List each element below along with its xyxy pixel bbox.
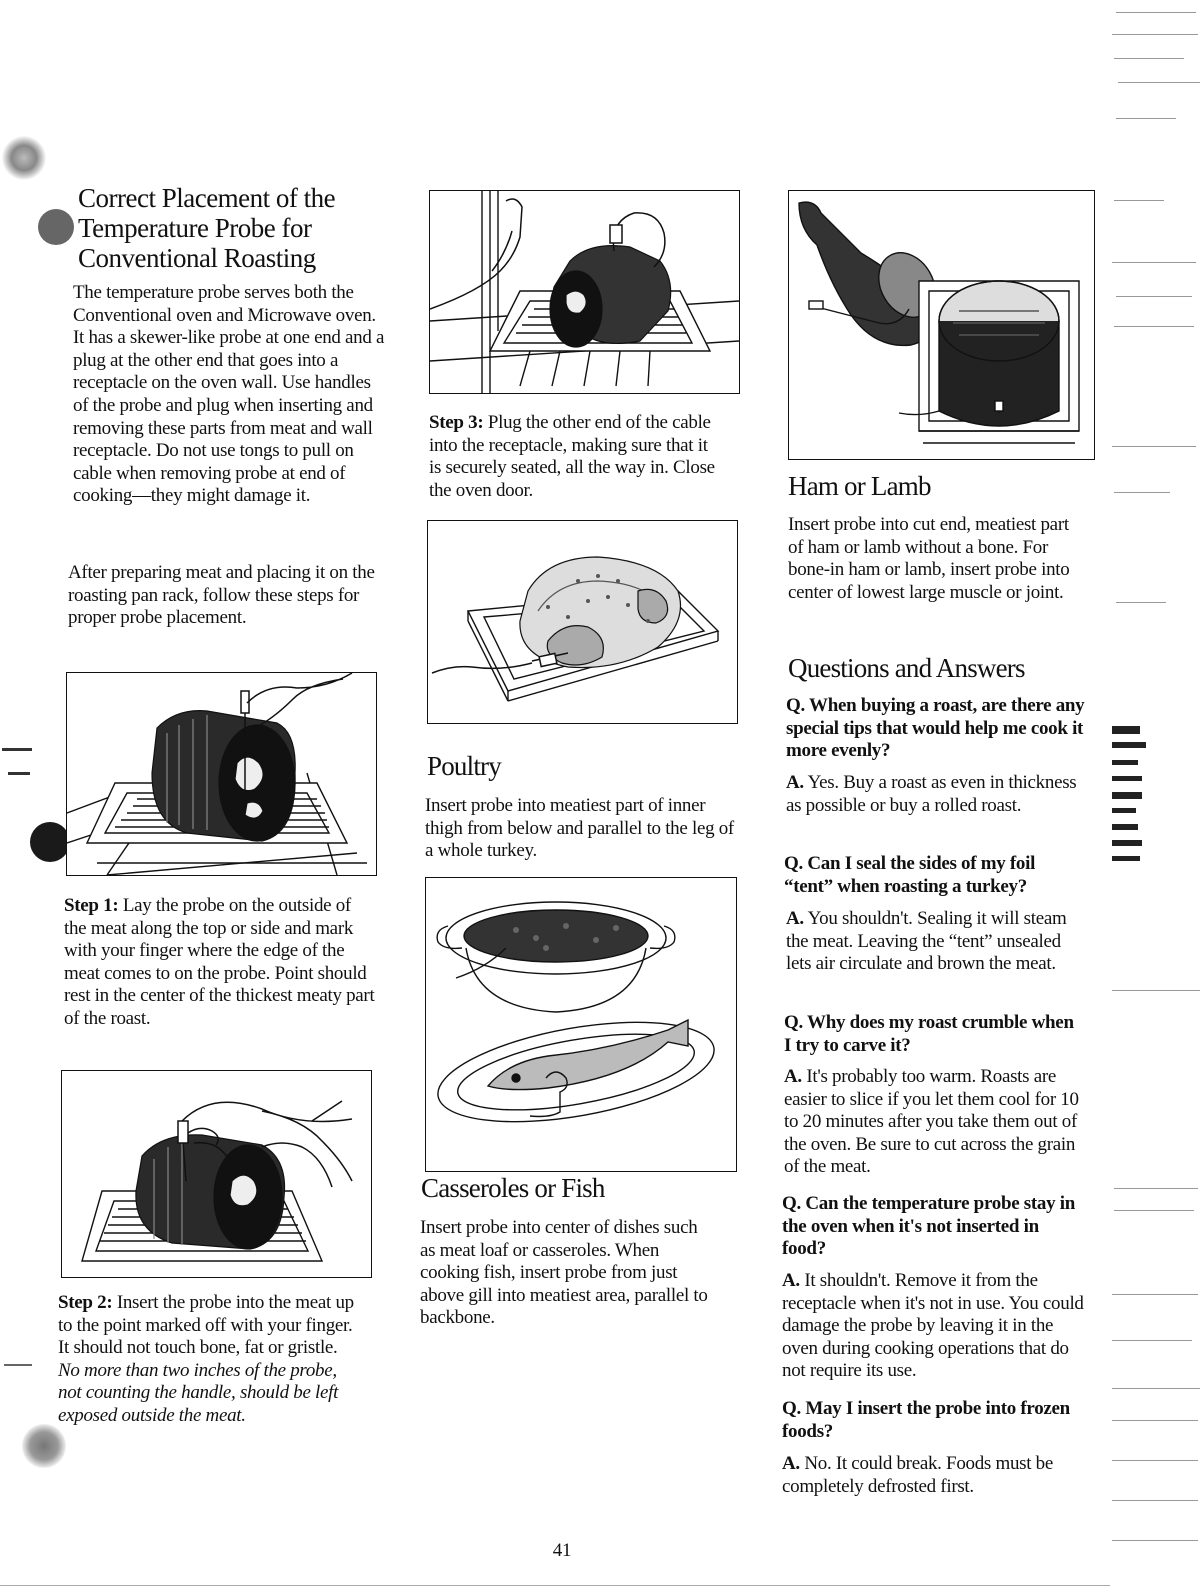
step1-label: Step 1: <box>64 895 119 916</box>
answer-text: It shouldn't. Remove it from the receptacle when it's not in use. You could damage the probe by leaving it in the oven during cooking operations that do not require its use. <box>782 1270 1084 1382</box>
bottom-scan-line <box>0 1585 1110 1586</box>
casserole-fish-figure <box>425 877 737 1172</box>
answer-label: A. <box>782 1453 800 1474</box>
margin-dash-3 <box>4 1364 32 1366</box>
main-title-line3: Conventional Roasting <box>78 243 316 273</box>
main-title-line2: Temperature Probe for <box>78 213 312 243</box>
step3-figure <box>429 190 740 394</box>
casseroles-text: Insert probe into center of dishes such as meat loaf or casseroles. When cooking fish, insert probe from just above gill into meatiest area, parallel to backbone. <box>420 1217 708 1329</box>
qa-answer-5 <box>782 1453 1082 1498</box>
casseroles-heading: Casseroles or Fish <box>421 1173 605 1203</box>
poultry-figure <box>427 520 738 724</box>
ham-figure <box>788 190 1095 460</box>
step3-label: Step 3: <box>429 412 484 433</box>
qa-question-5: Q. May I insert the probe into frozen foods? <box>782 1398 1070 1442</box>
answer-label: A. <box>782 1270 800 1291</box>
qa-answer-4 <box>782 1270 1084 1383</box>
ham-probe-illustration <box>789 191 1094 459</box>
qa-question-1: Q. When buying a roast, are there any special tips that would help me cook it more evenly? <box>786 695 1085 762</box>
main-title-line1: Correct Placement of the <box>78 183 336 213</box>
qa-question-4: Q. Can the temperature probe stay in the oven when it's not inserted in food? <box>782 1193 1076 1260</box>
step1-body: Lay the probe on the outside of the meat along the top or side and mark with your finger where the edge of the meat comes to on the probe. Point should rest in the center of the thickest meaty part of the roast. <box>64 895 375 1029</box>
qa-question-2: Q. Can I seal the sides of my foil “tent” when roasting a turkey? <box>784 853 1036 897</box>
step1-figure <box>66 672 377 876</box>
page-number: 41 <box>552 1540 572 1561</box>
margin-dash-2 <box>8 772 30 775</box>
intro-paragraph-1: The temperature probe serves both the Conventional oven and Microwave oven. It has a skewer-like probe at one end and a plug at the other end that goes into a receptacle on the oven wall. Use handles of the probe and plug when inserting and removing these parts from meat and wall receptacle. Do not use tongs to pull on cable when removing probe at end of cooking—they might damage it. <box>73 282 385 507</box>
scan-hole-top <box>2 136 46 180</box>
answer-label: A. <box>784 1066 802 1087</box>
qa-answer-1 <box>786 772 1086 817</box>
scan-hole-mid <box>30 822 70 862</box>
qa-question-3: Q. Why does my roast crumble when I try to carve it? <box>784 1012 1074 1056</box>
answer-text: You shouldn't. Sealing it will steam the meat. Leaving the “tent” unsealed lets air circulate and brown the meat. <box>786 908 1067 975</box>
answer-text: It's probably too warm. Roasts are easier to slice if you let them cool for 10 to 20 minutes after you take them out of the oven. Be sure to cut across the grain of the meat. <box>784 1066 1079 1178</box>
qa-heading: Questions and Answers <box>788 653 1025 683</box>
step3-body: Plug the other end of the cable into the receptacle, making sure that it is securely seated, all the way in. Close the oven door. <box>429 412 715 501</box>
casserole-and-fish-illustration <box>426 878 736 1171</box>
answer-text: Yes. Buy a roast as even in thickness as possible or buy a rolled roast. <box>786 772 1077 816</box>
title-hole <box>38 209 74 245</box>
qa-answer-2 <box>786 908 1086 976</box>
roast-probe-measure-illustration <box>67 673 376 875</box>
poultry-heading: Poultry <box>427 751 501 781</box>
intro-paragraph-2: After preparing meat and placing it on the roasting pan rack, follow these steps for proper probe placement. <box>68 562 375 629</box>
qa-answer-3 <box>784 1066 1084 1179</box>
margin-dash-1 <box>2 748 32 751</box>
roast-probe-insert-illustration <box>62 1071 371 1277</box>
step2-figure <box>61 1070 372 1278</box>
answer-text: No. It could break. Foods must be completely defrosted first. <box>782 1453 1054 1497</box>
turkey-probe-illustration <box>428 521 737 723</box>
poultry-text: Insert probe into meatiest part of inner thigh from below and parallel to the leg of a whole turkey. <box>425 795 734 862</box>
answer-label: A. <box>786 908 804 929</box>
step1-text <box>64 895 376 1031</box>
main-title <box>78 183 398 273</box>
ham-text: Insert probe into cut end, meatiest part of ham or lamb without a bone. For bone-in ham or lamb, insert probe into center of lowest large muscle or joint. <box>788 514 1070 603</box>
oven-receptacle-plug-illustration <box>430 191 739 393</box>
step2-text <box>58 1292 358 1428</box>
step2-body: Insert the probe into the meat up to the point marked off with your finger. It should not touch bone, fat or gristle. <box>58 1292 354 1359</box>
right-edge-noise <box>1108 0 1204 1592</box>
step2-warning: No more than two inches of the probe, not counting the handle, should be left exposed outside the meat. <box>58 1359 339 1426</box>
answer-label: A. <box>786 772 804 793</box>
step2-label: Step 2: <box>58 1292 113 1313</box>
step3-text <box>429 412 719 502</box>
ham-heading: Ham or Lamb <box>788 471 931 501</box>
scan-hole-bottom <box>22 1424 66 1468</box>
